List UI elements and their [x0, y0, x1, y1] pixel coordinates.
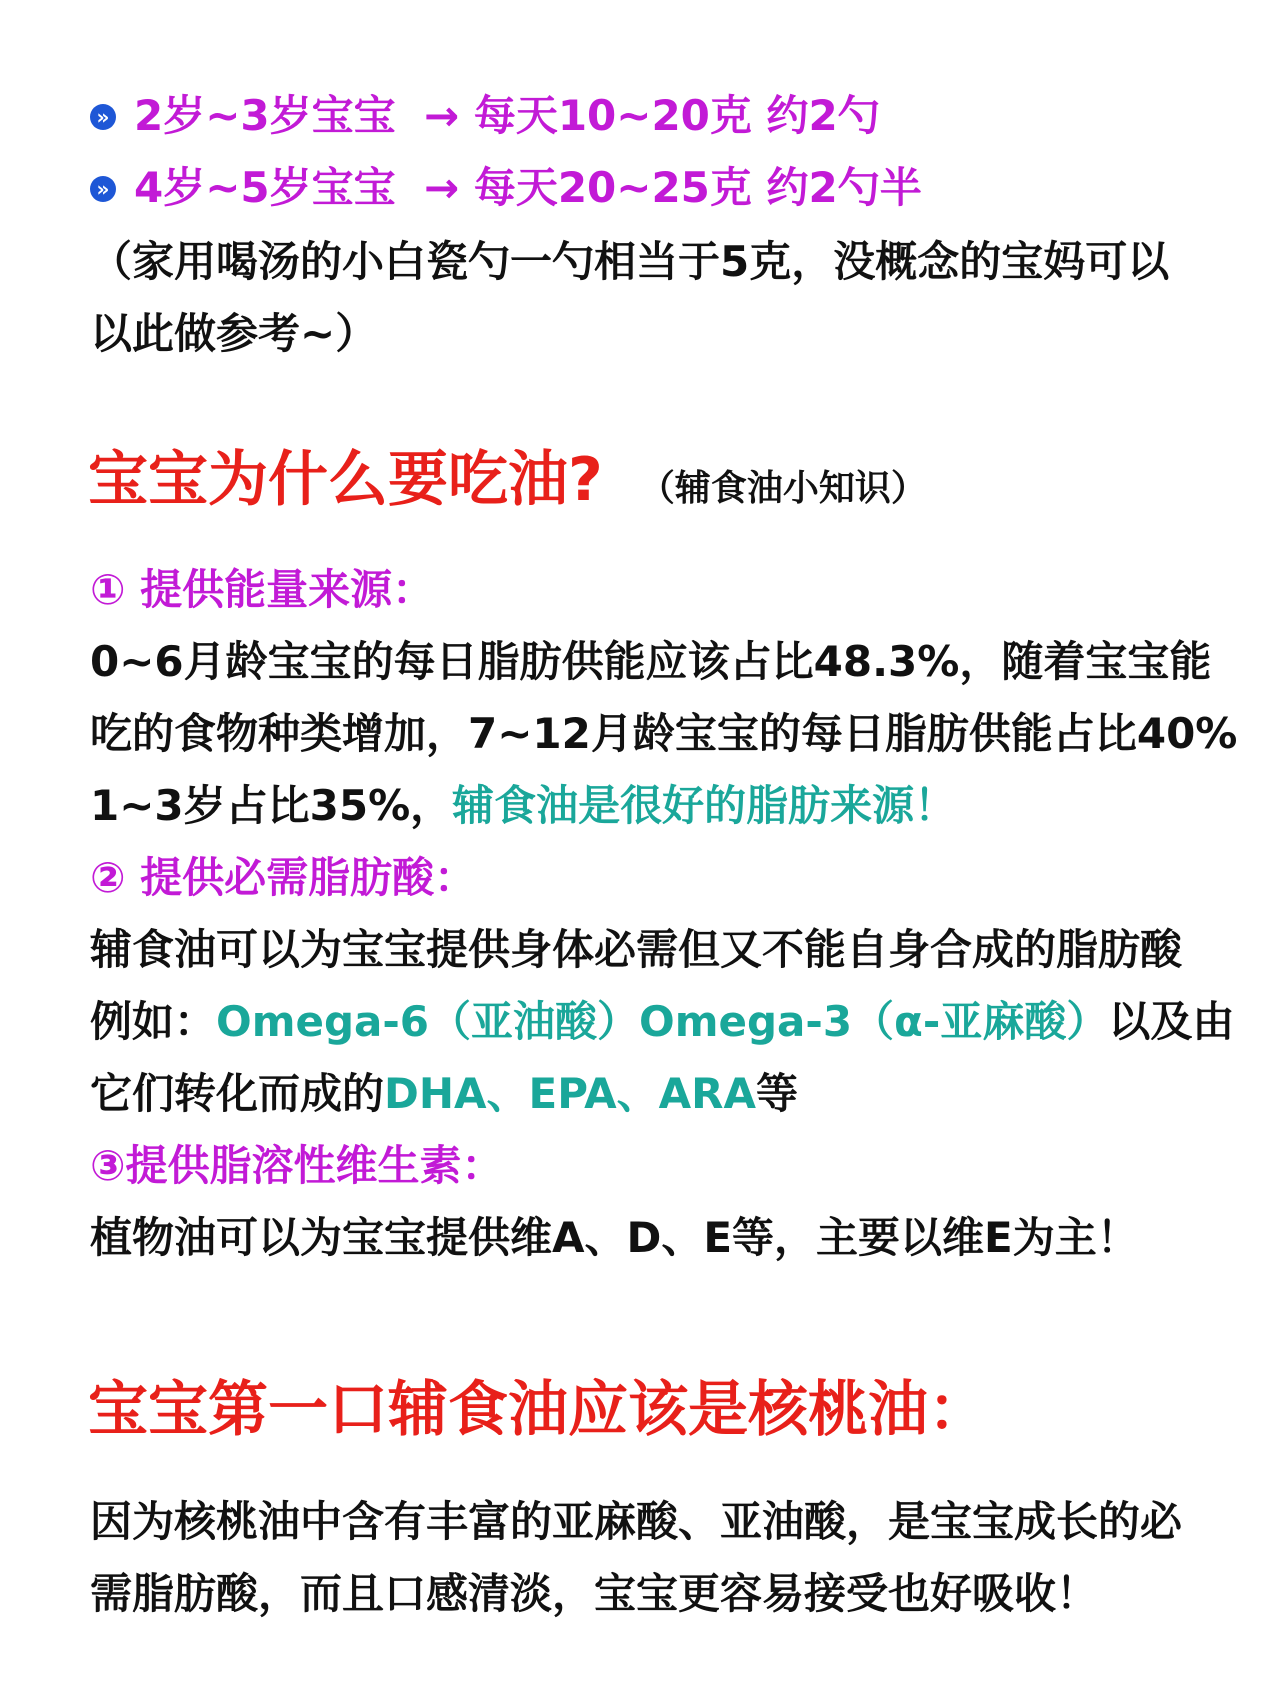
point-2-line-3-prefix: 它们转化而成的: [90, 1069, 385, 1118]
dosage-amount: → 每天20~25克 约2勺半: [424, 163, 922, 212]
point-3-title: ③提供脂溶性维生素：: [90, 1141, 504, 1190]
point-1-line-3-text: 1~3岁占比35%，: [90, 781, 453, 830]
point-2-line-3-suffix: 等: [756, 1069, 799, 1118]
point-2-omega-highlight: Omega-6（亚油酸）Omega-3（α-亚麻酸）: [216, 997, 1109, 1046]
point-1-line-1: 0~6月龄宝宝的每日脂肪供能应该占比48.3%，随着宝宝能: [90, 637, 1212, 686]
point-1-highlight: 辅食油是很好的脂肪来源！: [452, 781, 957, 830]
point-2-line-1: 辅食油可以为宝宝提供身体必需但又不能自身合成的脂肪酸: [90, 925, 1183, 974]
dosage-note-line-2: 以此做参考~）: [90, 309, 378, 358]
point-2-line-3: [90, 1058, 1260, 1130]
section-heading-why-oil: [88, 440, 927, 529]
point-2-dha-highlight: DHA、EPA、ARA: [384, 1069, 757, 1118]
point-2-line-2-prefix: 例如：: [90, 997, 217, 1046]
point-1-line-2: 吃的食物种类增加，7~12月龄宝宝的每日脂肪供能占比40%: [90, 709, 1238, 758]
dosage-amount: → 每天10~20克 约2勺: [424, 91, 880, 140]
section-2-line-1: 因为核桃油中含有丰富的亚麻酸、亚油酸，是宝宝成长的必: [90, 1497, 1183, 1546]
point-2-title: ② 提供必需脂肪酸：: [90, 853, 477, 902]
point-2-line-2: [90, 986, 1260, 1058]
point-1-title: ① 提供能量来源：: [90, 565, 435, 614]
dosage-note-line-1: （家用喝汤的小白瓷勺一勺相当于5克，没概念的宝妈可以: [90, 237, 1170, 286]
dosage-row-1: [90, 80, 1260, 152]
double-chevron-icon: »: [90, 176, 116, 202]
point-2-line-2-suffix: 以及由: [1108, 997, 1235, 1046]
heading-subtitle: （辅食油小知识）: [638, 468, 927, 509]
point-3-line-1: 植物油可以为宝宝提供维A、D、E等，主要以维E为主！: [90, 1213, 1139, 1262]
section-heading-walnut-oil: 宝宝第一口辅食油应该是核桃油：: [88, 1375, 988, 1445]
dosage-row-2: [90, 152, 1260, 224]
point-1-line-3: [90, 770, 1260, 842]
dosage-age: 2岁~3岁宝宝: [134, 91, 396, 140]
heading-text: 宝宝为什么要吃油?: [88, 445, 603, 515]
dosage-age: 4岁~5岁宝宝: [134, 163, 396, 212]
double-chevron-icon: »: [90, 104, 116, 130]
section-2-line-2: 需脂肪酸，而且口感清淡，宝宝更容易接受也好吸收！: [90, 1569, 1099, 1618]
